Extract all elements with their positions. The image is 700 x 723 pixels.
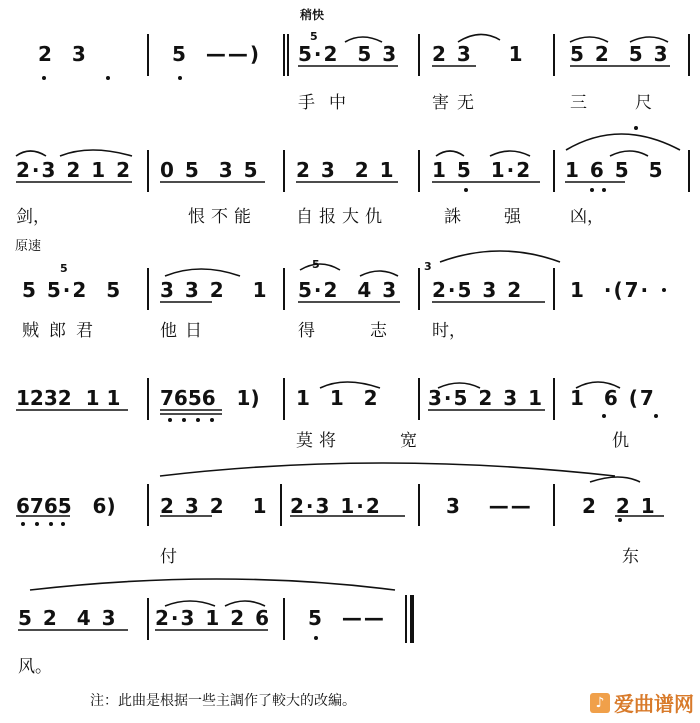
lyric: 凶，	[570, 207, 604, 227]
slur	[440, 251, 560, 262]
lyric: 他日	[160, 321, 210, 341]
slur	[225, 601, 265, 606]
octave-dot	[196, 418, 200, 422]
measure: 5·2 5 3	[298, 42, 399, 66]
lyric: 时，	[432, 321, 466, 341]
lyric: 尺	[635, 93, 652, 113]
measure: 5 2 4 3	[18, 606, 118, 630]
slur	[566, 134, 680, 150]
octave-dot	[61, 522, 65, 526]
measure: 2·3 2 1 2	[16, 158, 133, 182]
slur	[570, 37, 608, 42]
slur	[458, 34, 500, 42]
lyric: 自报大仇	[296, 207, 388, 227]
lyric: 手中	[298, 93, 360, 113]
measure: 1 1 2	[296, 386, 380, 410]
octave-dot	[654, 414, 658, 418]
octave-dot	[634, 126, 638, 130]
lyric: 志	[370, 321, 387, 341]
octave-dot	[662, 288, 666, 292]
octave-dot	[178, 76, 182, 80]
measure: 5 ——	[308, 606, 386, 630]
measure: 1 6 5 5	[565, 158, 665, 182]
lyric: 誅	[444, 207, 461, 227]
lyric: 得	[298, 321, 315, 341]
octave-dot	[590, 188, 594, 192]
lyric: 莫将	[296, 431, 342, 451]
tie	[160, 463, 615, 476]
measure: 2·3 1 2 6	[155, 606, 272, 630]
slur	[16, 151, 46, 156]
measure: 5 5·2 5	[22, 278, 123, 302]
grace-note: 5	[312, 258, 320, 271]
measure: 5 ——)	[172, 42, 261, 66]
measure: 2 3 2 1	[160, 494, 269, 518]
grace-note: 5	[60, 262, 68, 275]
octave-dot	[182, 418, 186, 422]
grace-note: 5	[310, 30, 318, 43]
measure: 1 ·(7·	[570, 278, 651, 302]
slur	[438, 383, 480, 388]
measure: 2 3 1	[432, 42, 525, 66]
octave-dot	[21, 522, 25, 526]
footnote: 注：此曲是根据一些主調作了較大的改編。	[90, 693, 356, 709]
music-note-icon: ♪	[590, 693, 610, 713]
logo-text: 爱曲谱网	[614, 692, 694, 716]
lyric: 风。	[18, 657, 52, 677]
octave-dot	[602, 188, 606, 192]
lyric: 恨不能	[188, 207, 257, 227]
measure: 1 6 (7	[570, 386, 656, 410]
measure: 5·2 4 3	[298, 278, 399, 302]
measure: 6765 6)	[16, 494, 116, 518]
octave-dot	[464, 188, 468, 192]
measure: 5 2 5 3	[570, 42, 670, 66]
measure: 2·3 1·2	[290, 494, 382, 518]
lyric: 剑，	[16, 207, 50, 227]
octave-dot	[106, 76, 110, 80]
slur	[360, 271, 398, 276]
slur	[345, 37, 382, 42]
slur	[320, 382, 380, 388]
slur	[576, 382, 620, 388]
measure: 3·5 2 3 1	[428, 386, 545, 410]
lyric: 贼郎君	[22, 321, 103, 341]
slur	[610, 151, 648, 156]
octave-dot	[618, 518, 622, 522]
measure: 3 ——	[446, 494, 533, 518]
lyric: 东	[622, 547, 639, 567]
slur	[165, 601, 215, 606]
measure: 7656 1)	[160, 386, 260, 410]
grace-note: 3	[424, 260, 432, 273]
slur	[630, 37, 668, 42]
lyric: 仇	[612, 431, 629, 451]
measure: 2 2 1	[582, 494, 657, 518]
measure: 1232 1 1	[16, 386, 121, 410]
measure: 1 5 1·2	[432, 158, 533, 182]
lyric: 强	[504, 207, 521, 227]
slur	[590, 477, 640, 482]
octave-dot	[35, 522, 39, 526]
octave-dot	[49, 522, 53, 526]
site-logo	[590, 688, 694, 717]
octave-dot	[168, 418, 172, 422]
lyric: 付	[160, 547, 177, 567]
measure: 2 3 2 1	[296, 158, 396, 182]
lyric: 三	[570, 93, 587, 113]
tie	[30, 579, 395, 590]
tempo-mark-faster: 稍快	[300, 8, 325, 22]
measure: 0 5 3 5	[160, 158, 260, 182]
slur	[436, 151, 464, 156]
tempo-mark-original: 原速	[15, 239, 42, 254]
lyric: 宽	[400, 431, 417, 451]
slur	[300, 264, 340, 270]
lyric: 害无	[432, 93, 482, 113]
octave-dot	[42, 76, 46, 80]
octave-dot	[210, 418, 214, 422]
octave-dot	[602, 414, 606, 418]
slur	[60, 150, 132, 156]
slur	[165, 269, 240, 276]
octave-dot	[314, 636, 318, 640]
measure: 2 3	[38, 42, 88, 66]
measure: 3 3 2 1	[160, 278, 269, 302]
slur	[490, 151, 530, 156]
measure: 2·5 3 2	[432, 278, 524, 302]
